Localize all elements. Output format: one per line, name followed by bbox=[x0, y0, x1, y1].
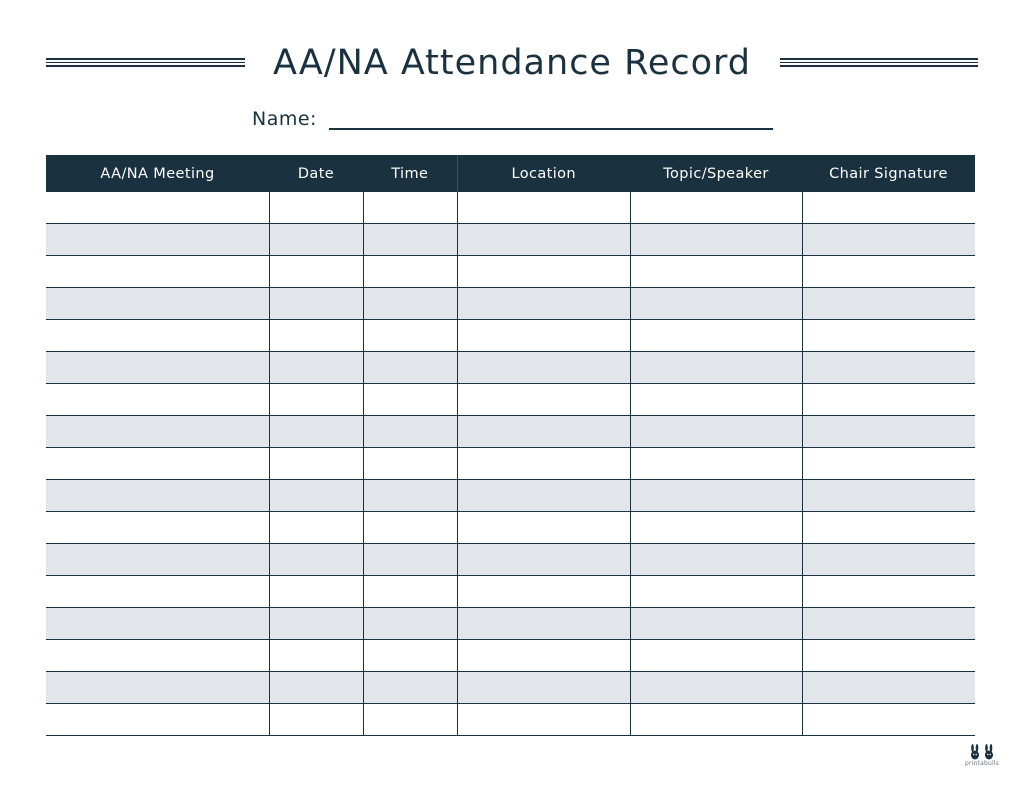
entry-cell-chair-signature[interactable] bbox=[802, 224, 975, 256]
entry-cell-location[interactable] bbox=[457, 608, 630, 640]
entry-cell-meeting[interactable] bbox=[46, 320, 269, 352]
entry-cell-location[interactable] bbox=[457, 224, 630, 256]
entry-cell-topic-speaker[interactable] bbox=[630, 608, 802, 640]
entry-cell-location[interactable] bbox=[457, 384, 630, 416]
entry-cell-chair-signature[interactable] bbox=[802, 544, 975, 576]
title-row bbox=[46, 40, 978, 86]
entry-cell-topic-speaker[interactable] bbox=[630, 480, 802, 512]
entry-cell-time[interactable] bbox=[363, 704, 457, 736]
entry-cell-meeting[interactable] bbox=[46, 256, 269, 288]
entry-cell-chair-signature[interactable] bbox=[802, 320, 975, 352]
entry-cell-meeting[interactable] bbox=[46, 544, 269, 576]
entry-cell-topic-speaker[interactable] bbox=[630, 672, 802, 704]
entry-cell-time[interactable] bbox=[363, 512, 457, 544]
entry-cell-topic-speaker[interactable] bbox=[630, 512, 802, 544]
table-row bbox=[46, 576, 975, 608]
entry-cell-time[interactable] bbox=[363, 448, 457, 480]
entry-cell-location[interactable] bbox=[457, 320, 630, 352]
table-header-row bbox=[46, 155, 975, 192]
entry-cell-meeting[interactable] bbox=[46, 384, 269, 416]
entry-cell-meeting[interactable] bbox=[46, 352, 269, 384]
title-rule-left bbox=[46, 58, 245, 67]
table-row bbox=[46, 544, 975, 576]
entry-cell-topic-speaker[interactable] bbox=[630, 224, 802, 256]
table-row bbox=[46, 512, 975, 544]
entry-cell-topic-speaker[interactable] bbox=[630, 416, 802, 448]
entry-cell-time[interactable] bbox=[363, 416, 457, 448]
entry-cell-location[interactable] bbox=[457, 448, 630, 480]
entry-cell-meeting[interactable] bbox=[46, 480, 269, 512]
entry-cell-topic-speaker[interactable] bbox=[630, 320, 802, 352]
table-row bbox=[46, 448, 975, 480]
entry-cell-meeting[interactable] bbox=[46, 448, 269, 480]
entry-cell-location[interactable] bbox=[457, 288, 630, 320]
entry-cell-time[interactable] bbox=[363, 608, 457, 640]
table-row bbox=[46, 704, 975, 736]
name-write-line[interactable] bbox=[329, 128, 773, 130]
entry-cell-date[interactable] bbox=[269, 384, 363, 416]
entry-cell-meeting[interactable] bbox=[46, 512, 269, 544]
entry-cell-meeting[interactable] bbox=[46, 640, 269, 672]
table-row bbox=[46, 320, 975, 352]
attendance-table-body bbox=[46, 192, 975, 736]
entry-cell-topic-speaker[interactable] bbox=[630, 288, 802, 320]
entry-cell-date[interactable] bbox=[269, 224, 363, 256]
entry-cell-date[interactable] bbox=[269, 256, 363, 288]
entry-cell-time[interactable] bbox=[363, 288, 457, 320]
entry-cell-topic-speaker[interactable] bbox=[630, 544, 802, 576]
entry-cell-chair-signature[interactable] bbox=[802, 352, 975, 384]
table-row bbox=[46, 384, 975, 416]
entry-cell-location[interactable] bbox=[457, 256, 630, 288]
entry-cell-meeting[interactable] bbox=[46, 704, 269, 736]
entry-cell-date[interactable] bbox=[269, 192, 363, 224]
entry-cell-date[interactable] bbox=[269, 448, 363, 480]
table-row bbox=[46, 224, 975, 256]
entry-cell-chair-signature[interactable] bbox=[802, 288, 975, 320]
entry-cell-date[interactable] bbox=[269, 672, 363, 704]
entry-cell-chair-signature[interactable] bbox=[802, 576, 975, 608]
page-title: AA/NA Attendance Record bbox=[272, 43, 752, 83]
entry-cell-topic-speaker[interactable] bbox=[630, 640, 802, 672]
column-header-time: Time bbox=[363, 155, 457, 192]
entry-cell-topic-speaker[interactable] bbox=[630, 192, 802, 224]
entry-cell-meeting[interactable] bbox=[46, 608, 269, 640]
entry-cell-chair-signature[interactable] bbox=[802, 704, 975, 736]
entry-cell-date[interactable] bbox=[269, 544, 363, 576]
entry-cell-date[interactable] bbox=[269, 416, 363, 448]
entry-cell-chair-signature[interactable] bbox=[802, 608, 975, 640]
entry-cell-topic-speaker[interactable] bbox=[630, 704, 802, 736]
column-header-topic-speaker: Topic/Speaker bbox=[630, 155, 802, 192]
entry-cell-time[interactable] bbox=[363, 576, 457, 608]
entry-cell-date[interactable] bbox=[269, 320, 363, 352]
entry-cell-meeting[interactable] bbox=[46, 192, 269, 224]
entry-cell-location[interactable] bbox=[457, 192, 630, 224]
name-label: Name: bbox=[252, 108, 317, 130]
entry-cell-topic-speaker[interactable] bbox=[630, 448, 802, 480]
entry-cell-date[interactable] bbox=[269, 512, 363, 544]
entry-cell-chair-signature[interactable] bbox=[802, 384, 975, 416]
entry-cell-date[interactable] bbox=[269, 704, 363, 736]
entry-cell-time[interactable] bbox=[363, 320, 457, 352]
brand-logo bbox=[964, 744, 1000, 770]
entry-cell-meeting[interactable] bbox=[46, 576, 269, 608]
entry-cell-time[interactable] bbox=[363, 224, 457, 256]
entry-cell-time[interactable] bbox=[363, 672, 457, 704]
entry-cell-date[interactable] bbox=[269, 640, 363, 672]
table-row bbox=[46, 416, 975, 448]
entry-cell-time[interactable] bbox=[363, 544, 457, 576]
entry-cell-location[interactable] bbox=[457, 672, 630, 704]
table-row bbox=[46, 608, 975, 640]
entry-cell-topic-speaker[interactable] bbox=[630, 352, 802, 384]
brand-text: printabulls bbox=[964, 760, 1000, 767]
entry-cell-topic-speaker[interactable] bbox=[630, 576, 802, 608]
entry-cell-time[interactable] bbox=[363, 640, 457, 672]
entry-cell-chair-signature[interactable] bbox=[802, 480, 975, 512]
entry-cell-date[interactable] bbox=[269, 608, 363, 640]
entry-cell-time[interactable] bbox=[363, 384, 457, 416]
entry-cell-location[interactable] bbox=[457, 480, 630, 512]
table-row bbox=[46, 640, 975, 672]
entry-cell-chair-signature[interactable] bbox=[802, 416, 975, 448]
entry-cell-date[interactable] bbox=[269, 480, 363, 512]
entry-cell-meeting[interactable] bbox=[46, 416, 269, 448]
entry-cell-chair-signature[interactable] bbox=[802, 640, 975, 672]
table-row bbox=[46, 672, 975, 704]
entry-cell-chair-signature[interactable] bbox=[802, 448, 975, 480]
table-row bbox=[46, 352, 975, 384]
entry-cell-location[interactable] bbox=[457, 352, 630, 384]
table-row bbox=[46, 480, 975, 512]
title-rule-right bbox=[780, 58, 978, 67]
entry-cell-chair-signature[interactable] bbox=[802, 512, 975, 544]
entry-cell-time[interactable] bbox=[363, 192, 457, 224]
column-header-meeting: AA/NA Meeting bbox=[46, 155, 269, 192]
attendance-table bbox=[46, 155, 975, 736]
entry-cell-location[interactable] bbox=[457, 416, 630, 448]
entry-cell-time[interactable] bbox=[363, 480, 457, 512]
entry-cell-location[interactable] bbox=[457, 704, 630, 736]
entry-cell-time[interactable] bbox=[363, 256, 457, 288]
entry-cell-time[interactable] bbox=[363, 352, 457, 384]
entry-cell-meeting[interactable] bbox=[46, 224, 269, 256]
entry-cell-location[interactable] bbox=[457, 640, 630, 672]
table-row bbox=[46, 192, 975, 224]
entry-cell-chair-signature[interactable] bbox=[802, 192, 975, 224]
entry-cell-meeting[interactable] bbox=[46, 288, 269, 320]
name-field bbox=[252, 107, 774, 131]
entry-cell-chair-signature[interactable] bbox=[802, 672, 975, 704]
entry-cell-meeting[interactable] bbox=[46, 672, 269, 704]
entry-cell-topic-speaker[interactable] bbox=[630, 384, 802, 416]
entry-cell-date[interactable] bbox=[269, 352, 363, 384]
bunny-pair-logo-icon bbox=[964, 744, 1000, 760]
column-header-chair-signature: Chair Signature bbox=[802, 155, 975, 192]
entry-cell-topic-speaker[interactable] bbox=[630, 256, 802, 288]
entry-cell-date[interactable] bbox=[269, 576, 363, 608]
column-header-location: Location bbox=[457, 155, 630, 192]
entry-cell-location[interactable] bbox=[457, 544, 630, 576]
entry-cell-location[interactable] bbox=[457, 512, 630, 544]
table-row bbox=[46, 288, 975, 320]
entry-cell-chair-signature[interactable] bbox=[802, 256, 975, 288]
entry-cell-date[interactable] bbox=[269, 288, 363, 320]
entry-cell-location[interactable] bbox=[457, 576, 630, 608]
table-row bbox=[46, 256, 975, 288]
column-header-date: Date bbox=[269, 155, 363, 192]
